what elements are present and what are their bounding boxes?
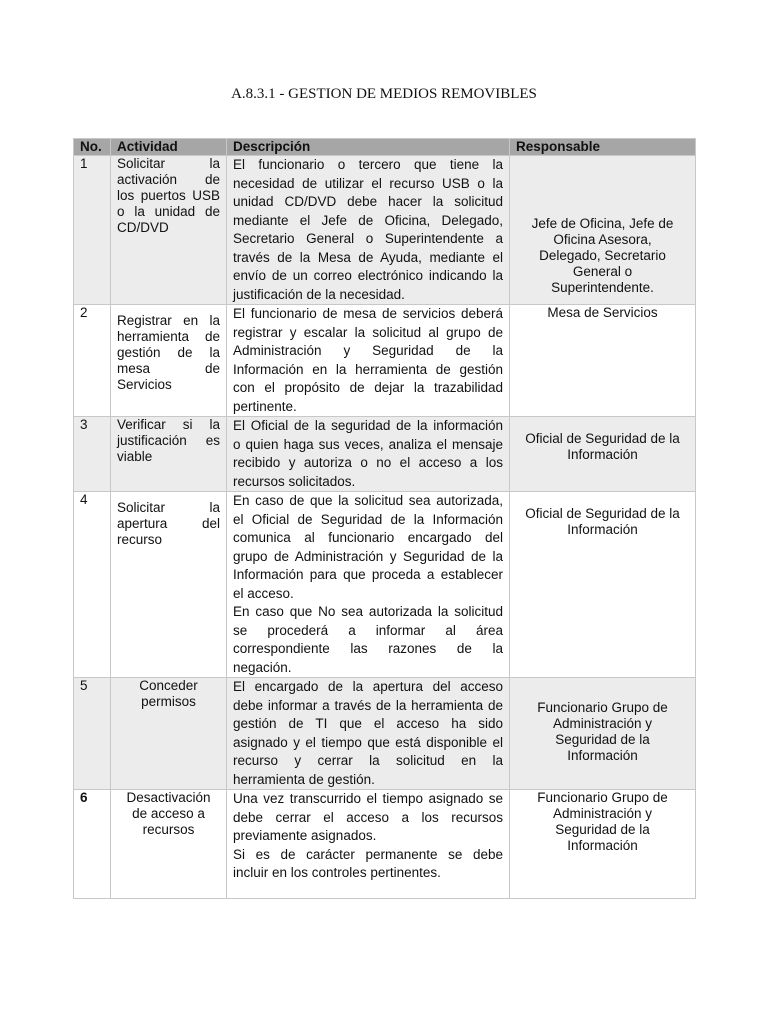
cell-descripcion xyxy=(227,492,510,678)
table-row xyxy=(74,156,696,305)
cell-descripcion xyxy=(227,305,510,417)
actividad-line: recurso xyxy=(117,532,163,547)
responsable-line: Información xyxy=(567,838,638,853)
cell-responsable xyxy=(510,790,696,899)
cell-responsable xyxy=(510,417,696,492)
cell-responsable xyxy=(510,678,696,790)
descripcion-line: justificación de la necesidad. xyxy=(233,286,405,302)
header-actividad: Actividad xyxy=(111,139,227,156)
descripcion-line: se procederá a informar al área xyxy=(233,622,503,638)
descripcion-line: gestión de TI que el acceso ha sido xyxy=(233,716,503,731)
actividad-line: Solicitar la xyxy=(117,500,220,515)
cell-actividad xyxy=(111,305,227,417)
actividad-line: Verificar si la xyxy=(117,417,220,432)
descripcion-line: negación. xyxy=(233,659,292,675)
descripcion-line: Información para que proceda a establecer xyxy=(233,567,503,582)
descripcion-line: debe cerrar el acceso a los recursos xyxy=(233,809,503,825)
descripcion-line: recibido y autoriza o no el acceso a los xyxy=(233,455,503,470)
descripcion-line: En caso que No sea autorizada la solicitud xyxy=(233,604,503,619)
descripcion-line: incluir en los controles pertinentes. xyxy=(233,865,441,880)
actividad-line: recursos xyxy=(142,822,195,837)
descripcion-line: El Oficial de la seguridad de la información xyxy=(233,418,503,433)
responsable-line: General o xyxy=(572,264,633,279)
responsable-line: Información xyxy=(567,522,638,537)
table-header-row xyxy=(74,139,696,156)
descripcion-line: asignado y el tiempo que está disponible el xyxy=(233,734,503,750)
cell-responsable xyxy=(510,305,696,417)
actividad-line: herramienta de xyxy=(117,329,220,344)
descripcion-line: Si es de carácter permanente se debe xyxy=(233,846,503,862)
cell-actividad xyxy=(111,790,227,899)
table-row xyxy=(74,678,696,790)
descripcion-line: debe informar a través de la herramienta de xyxy=(233,697,503,713)
descripcion-line: recurso y cerrar la solicitud en la xyxy=(233,753,503,768)
table-row xyxy=(74,790,696,899)
descripcion-line: Información en la herramienta de gestión xyxy=(233,361,503,377)
descripcion-line: con el propósito de dejar la trazabilidad xyxy=(233,380,503,395)
descripcion-line: registrar y escalar la solicitud al grupo de xyxy=(233,324,503,340)
page-title: A.8.3.1 - GESTION DE MEDIOS REMOVIBLES xyxy=(231,86,537,102)
cell-descripcion xyxy=(227,156,510,305)
actividad-line: Solicitar la xyxy=(117,156,220,171)
responsable-line: Oficina Asesora, xyxy=(553,232,652,247)
responsable-line: Oficial de Seguridad de la xyxy=(525,431,680,446)
cell-no: 1 xyxy=(74,156,111,305)
responsable-line: Administración y xyxy=(552,806,653,821)
descripcion-line: necesidad de utilizar el recurso USB o la xyxy=(233,175,503,191)
cell-no: 5 xyxy=(74,678,111,790)
table-row xyxy=(74,305,696,417)
cell-actividad xyxy=(111,417,227,492)
header-responsable: Responsable xyxy=(510,139,696,156)
descripcion-line: recursos solicitados. xyxy=(233,473,356,489)
responsable-line: Funcionario Grupo de xyxy=(537,790,668,805)
actividad-line: Registrar en la xyxy=(117,313,220,328)
descripcion-line: El funcionario de mesa de servicios deberá xyxy=(233,306,503,321)
descripcion-line: o quien haga sus veces, analiza el mensaje xyxy=(233,436,503,452)
responsable-line: Superintendente. xyxy=(551,280,654,295)
cell-descripcion xyxy=(227,790,510,899)
cell-no: 3 xyxy=(74,417,111,492)
responsable-line: Jefe de Oficina, Jefe de xyxy=(531,216,674,231)
actividad-line: justificación es xyxy=(117,433,220,448)
responsable-line: Delegado, Secretario xyxy=(539,248,666,263)
descripcion-line: unidad CD/DVD debe hacer la solicitud xyxy=(233,194,503,209)
descripcion-line: pertinente. xyxy=(233,398,297,414)
responsable-line: Oficial de Seguridad de la xyxy=(525,506,680,521)
cell-descripcion xyxy=(227,417,510,492)
descripcion-line: El encargado de la apertura del acceso xyxy=(233,679,503,694)
descripcion-line: mediante el Jefe de Oficina, Delegado, xyxy=(233,212,503,228)
header-descripcion: Descripción xyxy=(227,139,510,156)
descripcion-line: el Oficial de Seguridad de la Información xyxy=(233,511,503,527)
actividad-line: activación de xyxy=(117,172,220,187)
descripcion-line: En caso de que la solicitud sea autorizada, xyxy=(233,493,503,508)
responsable-line: Mesa de Servicios xyxy=(547,305,658,320)
process-table xyxy=(73,138,696,899)
actividad-line: o la unidad de xyxy=(117,204,220,219)
cell-actividad xyxy=(111,678,227,790)
descripcion-line: El funcionario o tercero que tiene la xyxy=(233,157,503,172)
cell-responsable xyxy=(510,492,696,678)
actividad-line: permisos xyxy=(141,694,196,709)
actividad-line: apertura del xyxy=(117,516,220,531)
descripcion-line: Administración y Seguridad de la xyxy=(233,343,503,358)
responsable-line: Información xyxy=(567,447,638,462)
actividad-line: Desactivación xyxy=(126,790,211,805)
responsable-line: Seguridad de la xyxy=(555,822,650,837)
descripcion-line: Secretario General o Superintendente a xyxy=(233,231,503,246)
descripcion-line: través de la Mesa de Ayuda, mediante el xyxy=(233,249,503,265)
header-no: No. xyxy=(74,139,111,156)
cell-responsable xyxy=(510,156,696,305)
descripcion-line: el acceso. xyxy=(233,585,294,601)
table-row xyxy=(74,417,696,492)
descripcion-line: previamente asignados. xyxy=(233,828,377,843)
actividad-line: gestión de la xyxy=(117,345,220,360)
actividad-line: Conceder xyxy=(139,678,198,693)
descripcion-line: grupo de Administración y Seguridad de la xyxy=(233,548,503,564)
actividad-line: viable xyxy=(117,449,153,464)
cell-actividad xyxy=(111,156,227,305)
descripcion-line: Una vez transcurrido el tiempo asignado se xyxy=(233,791,503,806)
cell-actividad xyxy=(111,492,227,678)
descripcion-line: herramienta de gestión. xyxy=(233,771,375,787)
actividad-line: CD/DVD xyxy=(117,220,169,235)
descripcion-line: correspondiente las razones de la xyxy=(233,641,503,656)
descripcion-line: envío de un correo electrónico indicando la xyxy=(233,268,503,283)
responsable-line: Seguridad de la xyxy=(555,732,650,747)
responsable-line: Funcionario Grupo de xyxy=(537,700,668,715)
descripcion-line: comunica al funcionario encargado del xyxy=(233,530,503,545)
cell-descripcion xyxy=(227,678,510,790)
actividad-line: los puertos USB xyxy=(117,188,220,203)
table-row xyxy=(74,492,696,678)
actividad-line: Servicios xyxy=(117,377,172,392)
cell-no: 2 xyxy=(74,305,111,417)
cell-no: 4 xyxy=(74,492,111,678)
actividad-line: de acceso a xyxy=(132,806,205,821)
responsable-line: Información xyxy=(567,748,638,763)
actividad-line: mesa de xyxy=(117,361,220,376)
cell-no: 6 xyxy=(74,790,111,899)
responsable-line: Administración y xyxy=(552,716,653,731)
